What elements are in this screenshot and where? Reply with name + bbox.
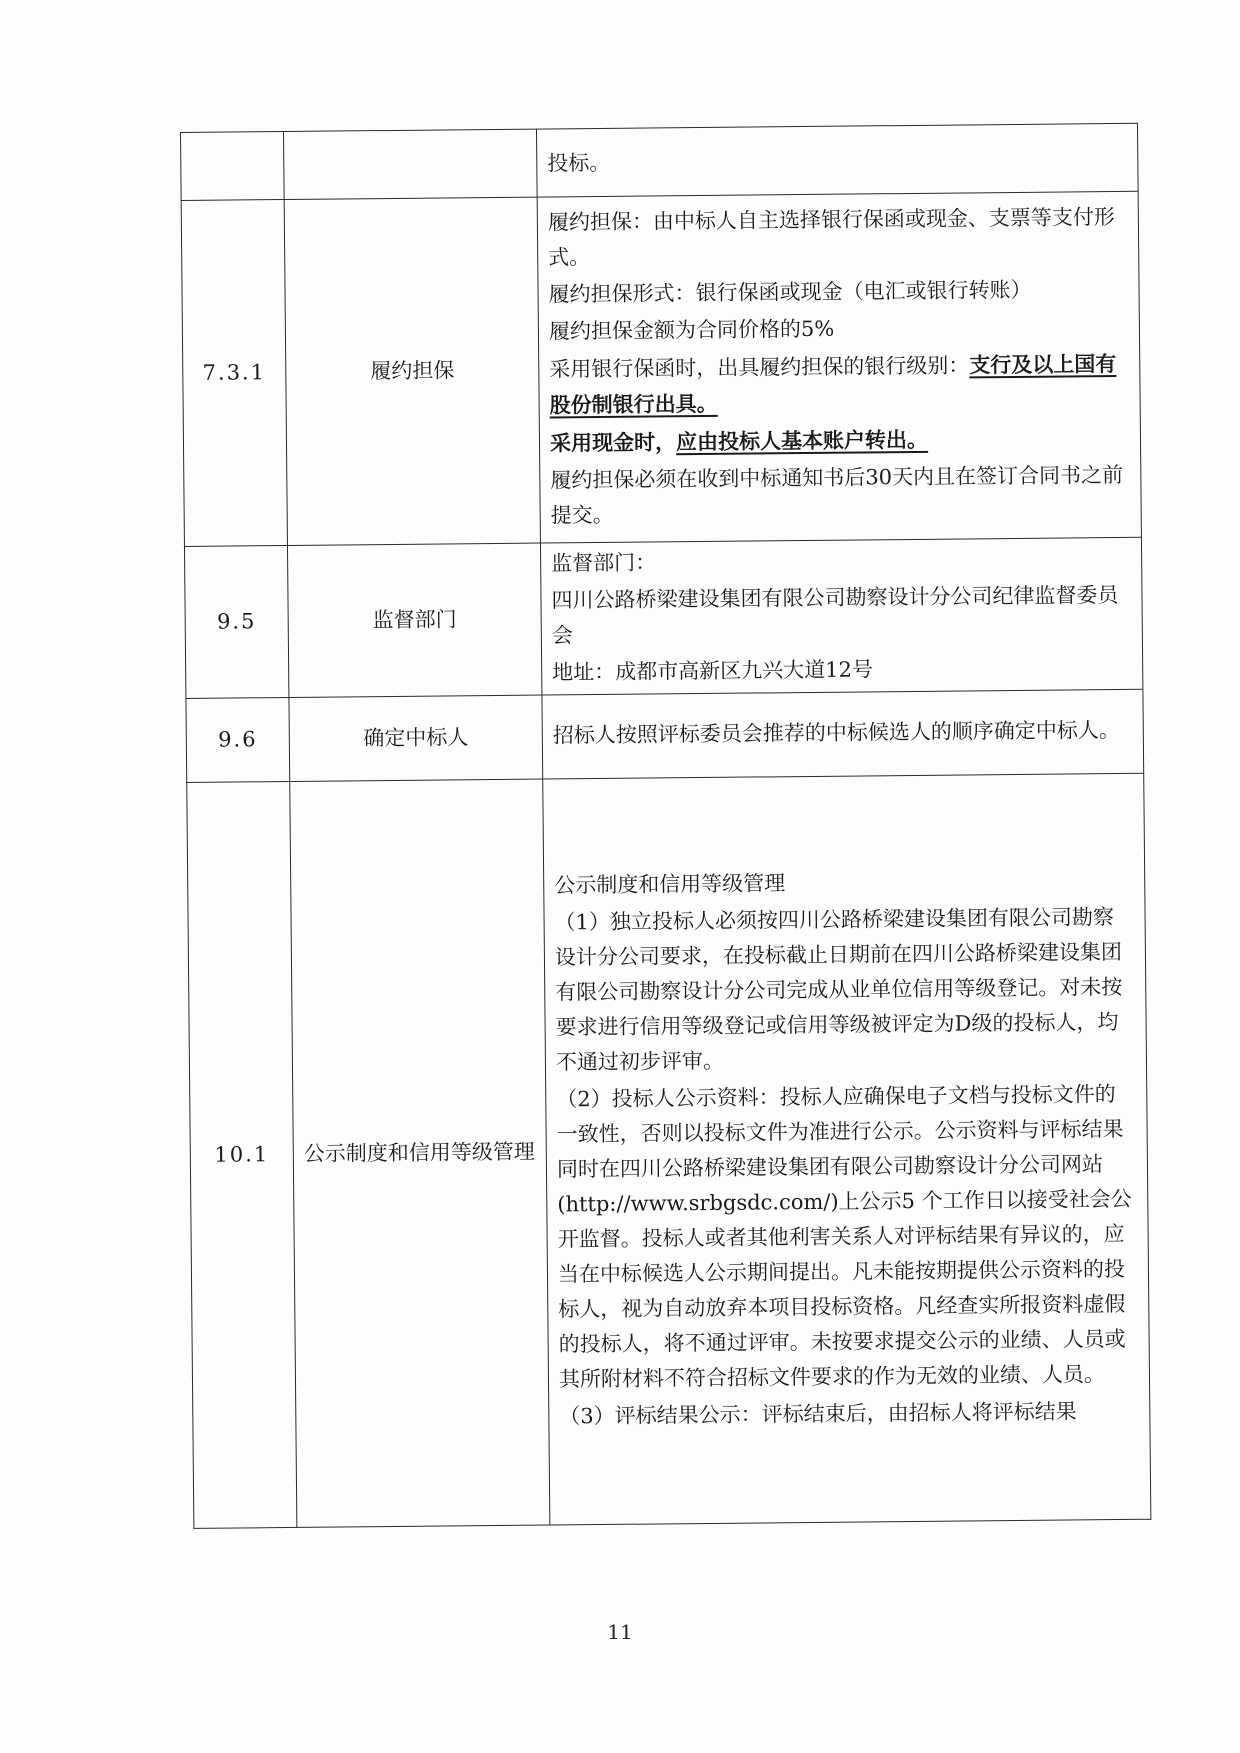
content-line: 四川公路桥梁建设集团有限公司勘察设计分公司纪律监督委员会 xyxy=(551,582,1119,647)
content-line: 监督部门： xyxy=(551,549,657,575)
clause-number: 9.6 xyxy=(186,697,290,782)
content-line: 履约担保金额为合同价格的5% xyxy=(548,316,835,343)
clause-number: 10.1 xyxy=(187,781,297,1528)
table-row xyxy=(181,191,1141,546)
clause-name: 监督部门 xyxy=(287,543,541,697)
table-row xyxy=(184,537,1142,698)
clause-number: 9.5 xyxy=(184,545,288,698)
clause-name: 履约担保 xyxy=(284,197,540,545)
clause-name xyxy=(284,129,538,199)
clause-content xyxy=(536,123,1138,197)
table-row xyxy=(186,689,1144,782)
clause-content xyxy=(540,537,1142,695)
content-line: （2）投标人公示资料：投标人应确保电子文档与投标文件的一致性，否则以投标文件为准进行公示。公示资料与评标结果同时在四川公路桥梁建设集团有限公司勘察设计分公司网站(http://www.srbgsdc.com/)上公示5 个工作日以接受社会公开监督。投标人或者其他利害关系人对评标结果有异议的，应当在中标候选人公示期间提出。凡未能按期提供公示资料的投标人，视为自动放弃本项目投标资格。凡经查实所报资料虚假的投标人，将不通过评审。未按要求提交公示的业绩、人员或其所附材料不符合招标文件要求的作为无效的业绩、人员。 xyxy=(556,1081,1132,1391)
content-line: 履约担保：由中标人自主选择银行保函或现金、支票等支付形式。 xyxy=(547,204,1115,269)
content-line: （3）评标结果公示：评标结束后，由招标人将评标结果 xyxy=(559,1398,1077,1428)
page-number: 11 xyxy=(607,1620,633,1644)
table-row xyxy=(187,773,1151,1528)
clause-table xyxy=(180,123,1151,1529)
content-line: 履约担保必须在收到中标通知书后30天内且在签订合同书之前提交。 xyxy=(550,462,1124,527)
clause-name: 公示制度和信用等级管理 xyxy=(290,779,550,1527)
clause-content xyxy=(542,689,1144,779)
content-line: 公示制度和信用等级管理 xyxy=(554,870,786,897)
clause-number: 7.3.1 xyxy=(181,200,287,547)
content-line: （1）独立投标人必须按四川公路桥梁建设集团有限公司勘察设计分公司要求，在投标截止日期前在四川公路桥梁建设集团有限公司勘察设计分公司完成从业单位信用等级登记。对未按要求进行信用等级登记或信用等级被评定为D级的投标人，均不通过初步评审。 xyxy=(554,904,1123,1074)
underlined-text: 应由投标人基本账户转出。 xyxy=(675,426,929,454)
content-line: 招标人按照评标委员会推荐的中标候选人的顺序确定中标人。 xyxy=(552,718,1120,748)
underlined-text: 支行及以上国有股份制银行出具。 xyxy=(549,350,1117,417)
clause-content xyxy=(543,773,1151,1525)
clause-name: 确定中标人 xyxy=(289,695,543,781)
content-line: 投标。 xyxy=(547,150,611,176)
bold-text: 采用现金时， xyxy=(549,428,677,455)
content-line: 履约担保形式：银行保函或现金（电汇或银行转账） xyxy=(548,277,1032,306)
content-line xyxy=(550,419,1130,461)
table-row xyxy=(181,123,1139,200)
content-line: 地址：成都市高新区九兴大道12号 xyxy=(552,656,874,684)
clause-number xyxy=(181,132,285,201)
clause-content xyxy=(537,191,1141,543)
content-text: 采用银行保函时，出具履约担保的银行级别： xyxy=(549,352,970,381)
content-line xyxy=(549,345,1130,423)
